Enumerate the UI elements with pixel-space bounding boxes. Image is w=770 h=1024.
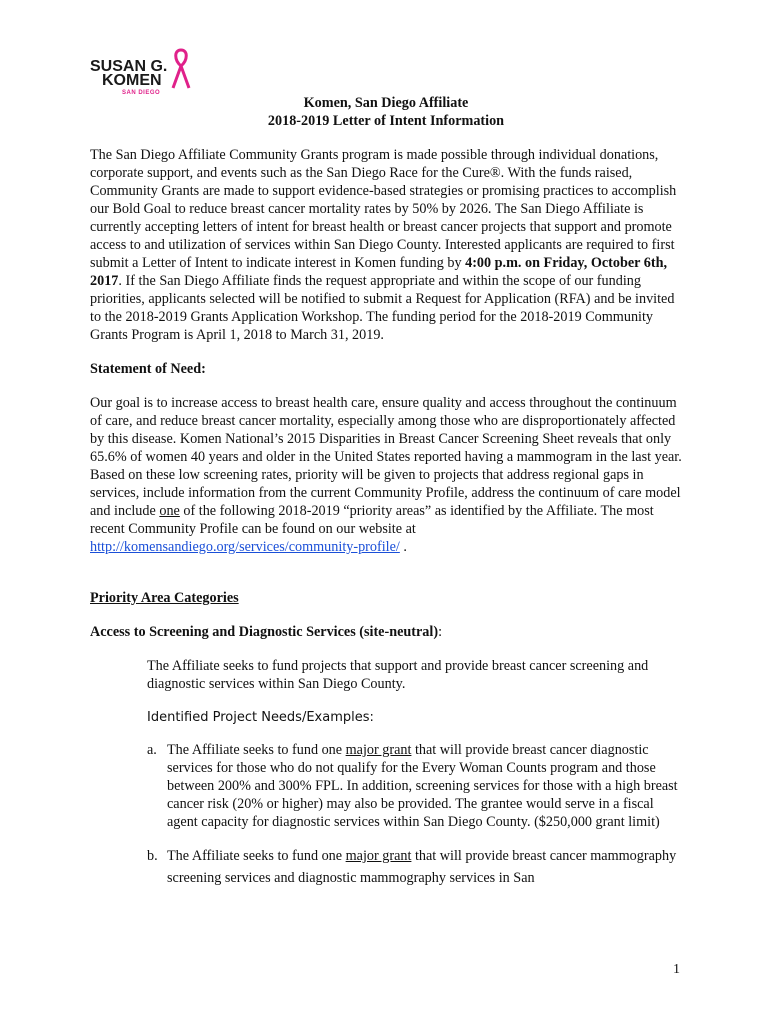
intro-paragraph bbox=[90, 146, 682, 344]
examples-heading: Identified Project Needs/Examples: bbox=[147, 710, 374, 725]
community-profile-link[interactable]: http://komensandiego.org/services/community-profile/ bbox=[90, 539, 400, 555]
access-heading-text: Access to Screening and Diagnostic Services (site-neutral) bbox=[90, 624, 439, 640]
logo-line3: SAN DIEGO bbox=[122, 90, 161, 96]
deadline: 4:00 p.m. on Friday, October 6th, 2017 bbox=[90, 255, 668, 289]
intro-text-1: The San Diego Affiliate Community Grants program is made possible through individual donations, corporate support, and events such as the San Diego Race for the Cure®. With the funds raised, Community Grants are made to support evidence-based strategies or promising practices to accomplish our Bold Goal to reduce breast cancer mortality rates by 50% by 2026. The San Diego Affiliate is currently accepting letters of intent for breast health or breast cancer projects that support and promote access to and utilization of services within San Diego County. Interested applicants are required to first submit a Letter of Intent to indicate interest in Komen funding by bbox=[90, 147, 677, 271]
title-line1: Komen, San Diego Affiliate bbox=[303, 95, 469, 111]
list-marker: a. bbox=[147, 742, 157, 758]
need-paragraph bbox=[90, 394, 682, 556]
need-heading: Statement of Need: bbox=[90, 361, 206, 377]
item-underlined: major grant bbox=[345, 848, 412, 864]
list-item bbox=[147, 741, 682, 831]
item-text-pre: The Affiliate seeks to fund one bbox=[167, 848, 346, 864]
need-one: one bbox=[159, 503, 180, 519]
letter-body bbox=[90, 94, 682, 903]
item-text-post: that will provide breast cancer diagnostic services for those who do not qualify for the Every Woman Counts program and those between 200% and 300% FPL. In addition, screening services for those with a high breast cancer risk (20% or higher) may also be provided. The grantee would serve in a fiscal agent capacity for diagnostic services within San Diego County. ($250,000 grant limit) bbox=[167, 742, 678, 830]
title-line2: 2018-2019 Letter of Intent Information bbox=[267, 113, 505, 129]
access-heading bbox=[90, 623, 682, 641]
logo-line1: SUSAN G. bbox=[90, 58, 168, 75]
list-marker: b. bbox=[147, 848, 158, 864]
item-text-post: that will provide breast cancer mammography screening services and diagnostic mammography services in San bbox=[167, 848, 677, 886]
categories-heading: Priority Area Categories bbox=[90, 590, 239, 606]
need-text-2: of the following 2018-2019 “priority areas” as identified by the Affiliate. The most recent Community Profile can be found on our website at bbox=[90, 503, 654, 537]
access-heading-colon: : bbox=[438, 624, 443, 640]
intro-text-2: . If the San Diego Affiliate finds the request appropriate and within the scope of our funding priorities, applicants selected will be notified to submit a Request for Application (RFA) and be invited to the 2018-2019 Grants Application Workshop. The funding period for the 2018-2019 Community Grants Program is April 1, 2018 to March 31, 2019. bbox=[90, 273, 675, 343]
logo-line2: KOMEN bbox=[102, 72, 162, 89]
examples-list bbox=[147, 741, 682, 889]
access-description: The Affiliate seeks to fund projects that support and provide breast cancer screening and diagnostic services within San Diego County. bbox=[147, 658, 649, 692]
item-underlined: major grant bbox=[345, 742, 412, 758]
need-text-1: Our goal is to increase access to breast health care, ensure quality and access throughout the continuum of care, and reduce breast cancer mortality, especially among those who are disproportionately affected by this disease. Komen National’s 2015 Disparities in Breast Cancer Screening Sheet reveals that only 65.6% of women 40 years and older in the United States reported having a mammogram in the last year. Based on these low screening rates, priority will be given to projects that address regional gaps in services, include information from the current Community Profile, address the continuum of care model and include bbox=[90, 395, 682, 519]
komen-logo bbox=[90, 46, 200, 98]
list-item bbox=[147, 845, 682, 889]
item-text-pre: The Affiliate seeks to fund one bbox=[167, 742, 346, 758]
pink-ribbon-icon bbox=[168, 46, 194, 90]
need-text-3: . bbox=[399, 539, 407, 555]
page-number: 1 bbox=[673, 962, 680, 977]
